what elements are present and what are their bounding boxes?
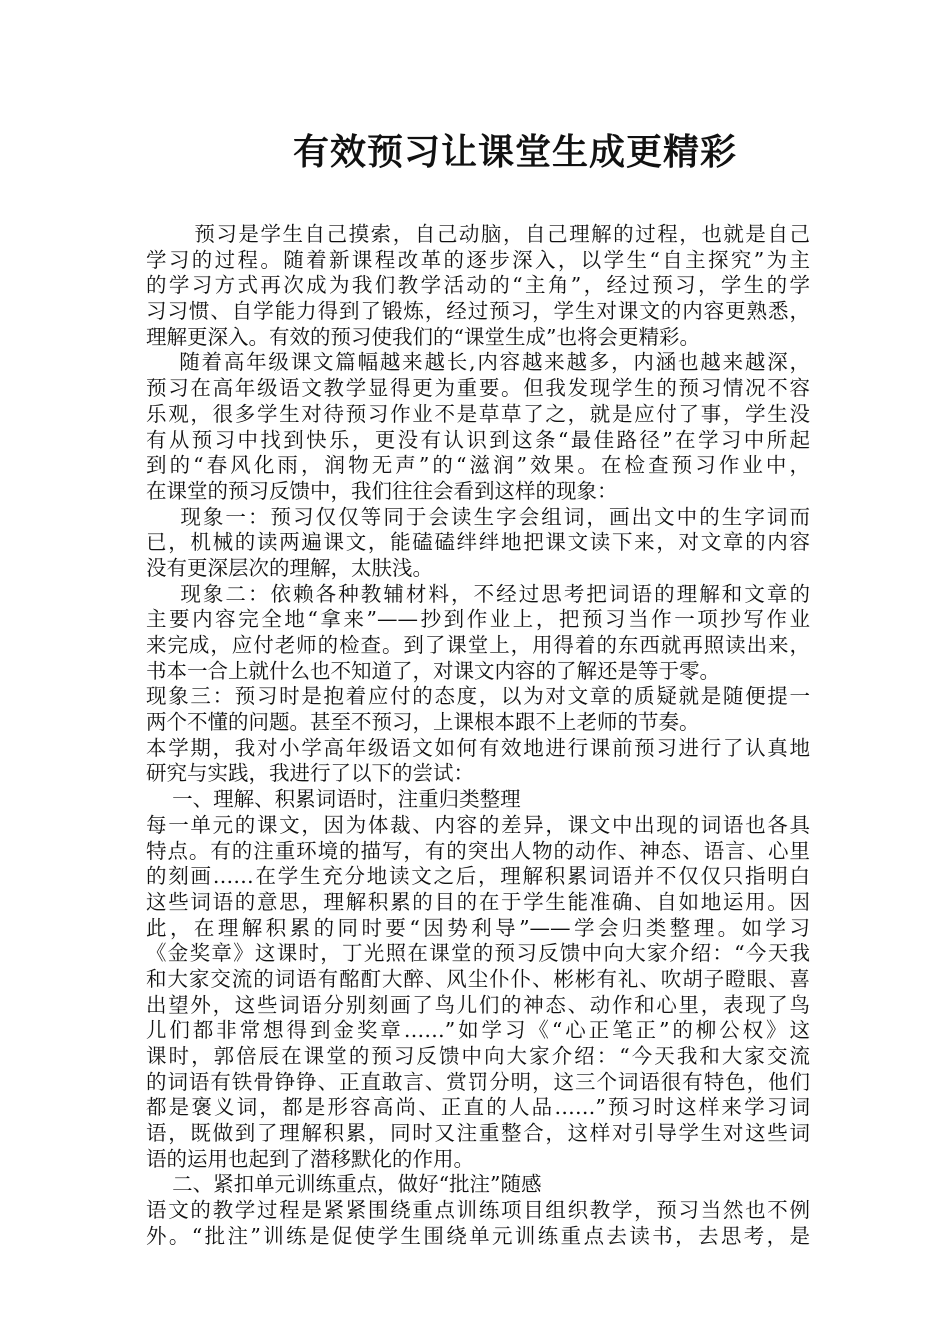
text-line: 已，机械的读两遍课文，能磕磕绊绊地把课文读下来，对文章的内容 bbox=[146, 530, 810, 555]
text-line: 现象一：预习仅仅等同于会读生字会组词，画出文中的生字词而 bbox=[146, 504, 810, 529]
text-line: 来完成，应付老师的检查。到了课堂上，用得着的东西就再照读出来， bbox=[146, 633, 810, 657]
text-line: 乐观，很多学生对待预习作业不是草草了之，就是应付了事，学生没 bbox=[146, 401, 810, 426]
text-line: 主要内容完全地“拿来”——抄到作业上，把预习当作一项抄写作业 bbox=[146, 607, 810, 632]
text-line: 二、紧扣单元训练重点，做好“批注”随感 bbox=[146, 1172, 542, 1197]
text-line: 每一单元的课文，因为体裁、内容的差异，课文中出现的词语也各具 bbox=[146, 812, 810, 837]
text-line: 外。“批注”训练是促使学生围绕单元训练重点去读书，去思考，是 bbox=[146, 1223, 810, 1248]
text-line: 在课堂的预习反馈中，我们往往会看到这样的现象： bbox=[146, 478, 618, 503]
text-line: 语的运用也起到了潜移默化的作用。 bbox=[146, 1146, 474, 1171]
text-line: 预习在高年级语文教学显得更为重要。但我发现学生的预习情况不容 bbox=[146, 376, 810, 401]
text-line: 书本一合上就什么也不知道了，对课文内容的了解还是等于零。 bbox=[146, 658, 720, 683]
text-line: 出望外，这些词语分别刻画了鸟儿们的神态、动作和心里，表现了鸟 bbox=[146, 992, 810, 1017]
text-line: 预习是学生自己摸索，自己动脑，自己理解的过程，也就是自己 bbox=[146, 222, 810, 246]
text-line: 都是褒义词，都是形容高尚、正直的人品……”预习时这样来学习词 bbox=[146, 1095, 810, 1120]
text-line: 有从预习中找到快乐，更没有认识到这条“最佳路径”在学习中所起 bbox=[146, 427, 810, 452]
text-line: 一、理解、积累词语时，注重归类整理 bbox=[146, 787, 521, 812]
text-line: 到的“春风化雨，润物无声”的“滋润”效果。在检查预习作业中， bbox=[146, 453, 810, 478]
document-body bbox=[146, 222, 810, 1250]
text-line: 两个不懂的问题。甚至不预习，上课根本跟不上老师的节奏。 bbox=[146, 710, 700, 735]
text-line: 的刻画……在学生充分地读文之后，理解积累词语并不仅仅只指明白 bbox=[146, 864, 810, 889]
text-line: 研究与实践，我进行了以下的尝试： bbox=[146, 761, 474, 786]
document-title: 有效预习让课堂生成更精彩 bbox=[292, 131, 737, 173]
text-line: 语文的教学过程是紧紧围绕重点训练项目组织教学，预习当然也不例 bbox=[146, 1198, 810, 1223]
text-line: 现象三：预习时是抱着应付的态度，以为对文章的质疑就是随便提一 bbox=[146, 684, 810, 709]
text-line: 这些词语的意思，理解积累的目的在于学生能准确、自如地运用。因 bbox=[146, 889, 810, 914]
text-line: 语，既做到了理解积累，同时又注重整合，这样对引导学生对这些词 bbox=[146, 1121, 810, 1146]
text-line: 学习的过程。随着新课程改革的逐步深入，以学生“自主探究”为主 bbox=[146, 247, 810, 272]
text-line: 现象二：依赖各种教辅材料，不经过思考把词语的理解和文章的 bbox=[146, 581, 810, 606]
text-line: 《金奖章》这课时，丁光照在课堂的预习反馈中向大家介绍：“今天我 bbox=[146, 941, 810, 966]
text-line: 此，在理解积累的同时要“因势利导”——学会归类整理。如学习 bbox=[146, 915, 810, 940]
text-line: 儿们都非常想得到金奖章……”如学习《“心正笔正”的柳公权》这 bbox=[146, 1018, 810, 1043]
text-line: 习习惯、自学能力得到了锻炼，经过预习，学生对课文的内容更熟悉， bbox=[146, 299, 810, 324]
text-line: 特点。有的注重环境的描写，有的突出人物的动作、神态、语言、心里 bbox=[146, 838, 810, 863]
text-line: 理解更深入。有效的预习使我们的“课堂生成”也将会更精彩。 bbox=[146, 324, 700, 349]
text-line: 没有更深层次的理解，太肤浅。 bbox=[146, 555, 433, 580]
text-line: 和大家交流的词语有酩酊大醉、风尘仆仆、彬彬有礼、吹胡子瞪眼、喜 bbox=[146, 966, 810, 991]
text-line: 的词语有铁骨铮铮、正直敢言、赏罚分明，这三个词语很有特色，他们 bbox=[146, 1069, 810, 1094]
text-line: 课时，郭倍辰在课堂的预习反馈中向大家介绍：“今天我和大家交流 bbox=[146, 1044, 810, 1068]
text-line: 的学习方式再次成为我们教学活动的“主角”，经过预习，学生的学 bbox=[146, 273, 810, 298]
text-line: 随着高年级课文篇幅越来越长,内容越来越多，内涵也越来越深， bbox=[146, 350, 810, 375]
text-line: 本学期，我对小学高年级语文如何有效地进行课前预习进行了认真地 bbox=[146, 735, 810, 760]
